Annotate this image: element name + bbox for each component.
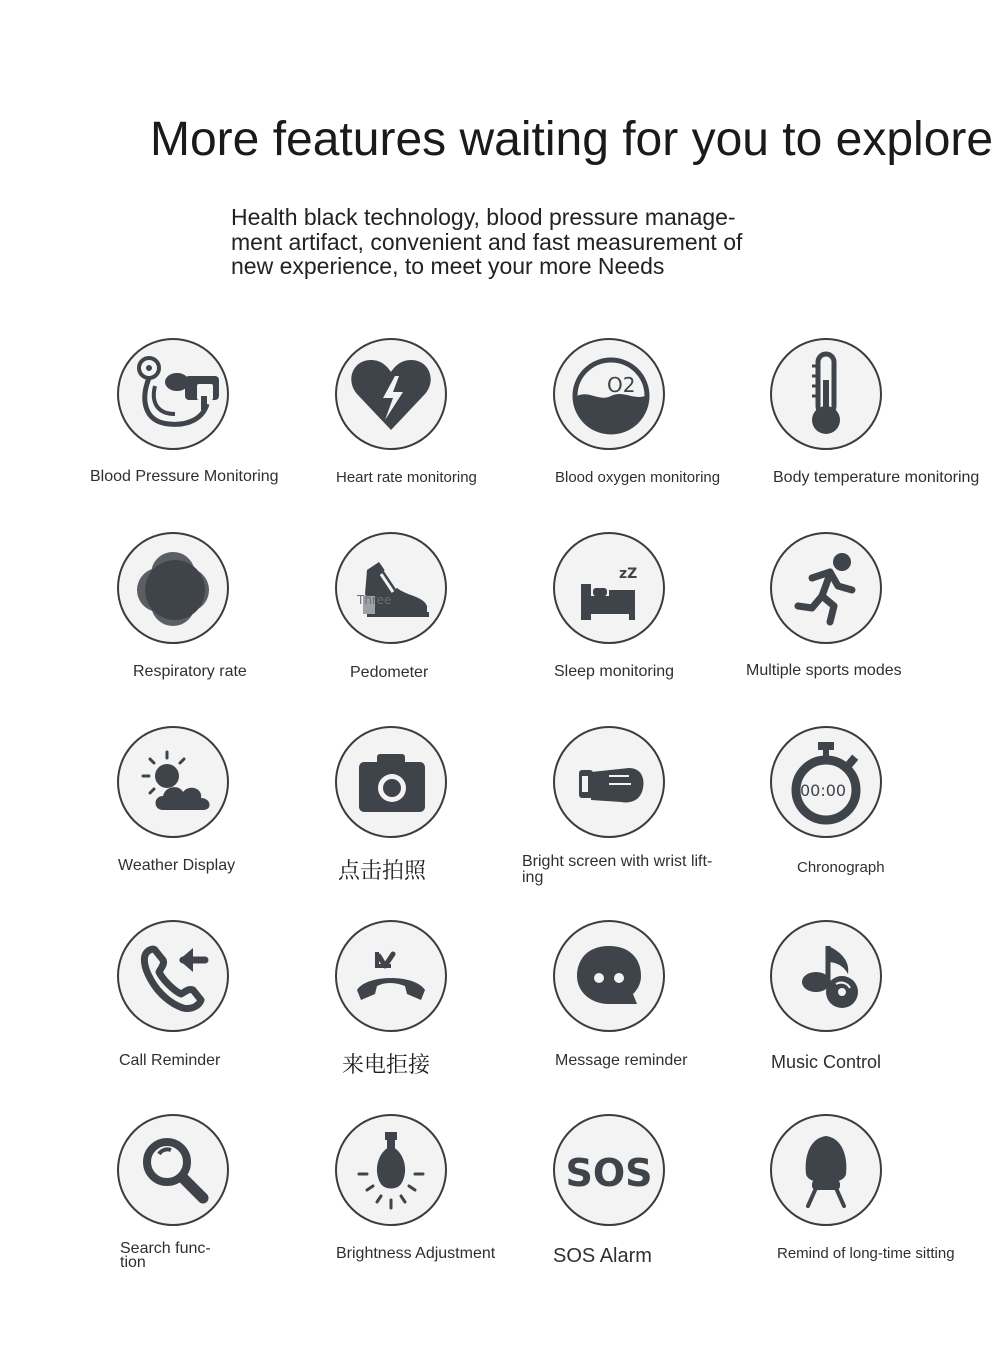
feature-label: Brightness Adjustment (336, 1245, 496, 1262)
blood-oxygen-icon (555, 340, 663, 448)
icon-circle (335, 726, 447, 838)
camera-icon (337, 728, 445, 836)
icon-circle (117, 532, 229, 644)
icon-circle (335, 532, 447, 644)
feature-label: Weather Display (118, 857, 236, 874)
feature-call-reject (298, 918, 516, 1112)
chair-icon (772, 1116, 880, 1224)
feature-camera (298, 724, 516, 918)
phone-incoming-icon (119, 922, 227, 1030)
icon-circle (553, 338, 665, 450)
feature-blood-pressure (80, 336, 298, 530)
icon-circle (117, 338, 229, 450)
shoe-text: Three (357, 593, 392, 607)
respiratory-icon (119, 534, 227, 642)
feature-label: Pedometer (350, 664, 429, 681)
subtitle-line: ment artifact, convenient and fast measurement of (231, 228, 743, 255)
feature-label: Call Reminder (119, 1052, 221, 1069)
icon-circle (770, 920, 882, 1032)
subtitle-line: new experience, to meet your more Needs (231, 253, 665, 279)
icon-circle (553, 532, 665, 644)
icon-circle (117, 920, 229, 1032)
weather-icon (119, 728, 227, 836)
icon-circle (335, 338, 447, 450)
call-reject-icon (337, 922, 445, 1030)
feature-sports-modes (733, 530, 951, 724)
feature-body-temperature (733, 336, 980, 530)
sleep-icon (555, 534, 663, 642)
music-icon (772, 922, 880, 1030)
feature-pedometer (298, 530, 516, 724)
feature-label: Heart rate monitoring (336, 469, 477, 486)
feature-label: 点击拍照 (338, 858, 427, 883)
feature-music-control (733, 918, 951, 1112)
lightbulb-icon (337, 1116, 445, 1224)
feature-sleep (516, 530, 734, 724)
icon-circle (117, 1114, 229, 1226)
icon-circle (770, 1114, 882, 1226)
page-subtitle (231, 205, 791, 279)
feature-label: Music Control (771, 1052, 882, 1072)
wrist-lift-icon (555, 728, 663, 836)
feature-label: Body temperature monitoring (773, 469, 980, 486)
icon-circle (335, 1114, 447, 1226)
feature-label: Respiratory rate (133, 663, 247, 680)
feature-search (80, 1112, 298, 1306)
feature-label: Chronograph (797, 859, 885, 876)
page-title: More features waiting for you to explore (150, 113, 994, 166)
feature-blood-oxygen (516, 336, 734, 530)
feature-chronograph (733, 724, 951, 918)
feature-label: 来电拒接 (342, 1052, 431, 1077)
o2-text: O2 (607, 373, 636, 397)
feature-heart-rate (298, 336, 516, 530)
feature-message-reminder (516, 918, 734, 1112)
feature-long-sitting (733, 1112, 955, 1306)
search-icon (119, 1116, 227, 1224)
feature-label: Remind of long-time sitting (777, 1245, 955, 1262)
icon-circle (117, 726, 229, 838)
icon-circle (553, 726, 665, 838)
feature-wrist-lift (516, 724, 734, 918)
icon-circle (770, 726, 882, 838)
feature-label: Multiple sports modes (746, 662, 902, 679)
feature-label: Bright screen with wrist lift- ing (522, 853, 713, 886)
heart-rate-icon (337, 340, 445, 448)
blood-pressure-icon (119, 340, 227, 448)
thermometer-icon (772, 340, 880, 448)
timer-text: 00:00 (800, 781, 847, 800)
feature-label: SOS Alarm (553, 1245, 652, 1267)
feature-label: Search func- tion (120, 1240, 211, 1271)
feature-label: Blood Pressure Monitoring (90, 468, 279, 485)
feature-sos-alarm (516, 1112, 734, 1306)
icon-circle (553, 920, 665, 1032)
icon-circle (770, 338, 882, 450)
sos-icon (555, 1116, 663, 1224)
zz-text: zZ (619, 566, 638, 582)
feature-respiratory-rate (80, 530, 298, 724)
subtitle-line: Health black technology, blood pressure manage- (231, 204, 736, 230)
icon-circle (553, 1114, 665, 1226)
message-icon (555, 922, 663, 1030)
icon-circle (770, 532, 882, 644)
feature-weather (80, 724, 298, 918)
running-icon (772, 534, 880, 642)
feature-call-reminder (80, 918, 298, 1112)
shoe-icon (337, 534, 445, 642)
feature-label: Message reminder (555, 1052, 688, 1069)
sos-text: SOS (565, 1151, 653, 1195)
icon-circle (335, 920, 447, 1032)
feature-label: Sleep monitoring (554, 663, 675, 680)
feature-label: Blood oxygen monitoring (555, 469, 721, 486)
stopwatch-icon (772, 728, 880, 836)
feature-brightness (298, 1112, 516, 1306)
